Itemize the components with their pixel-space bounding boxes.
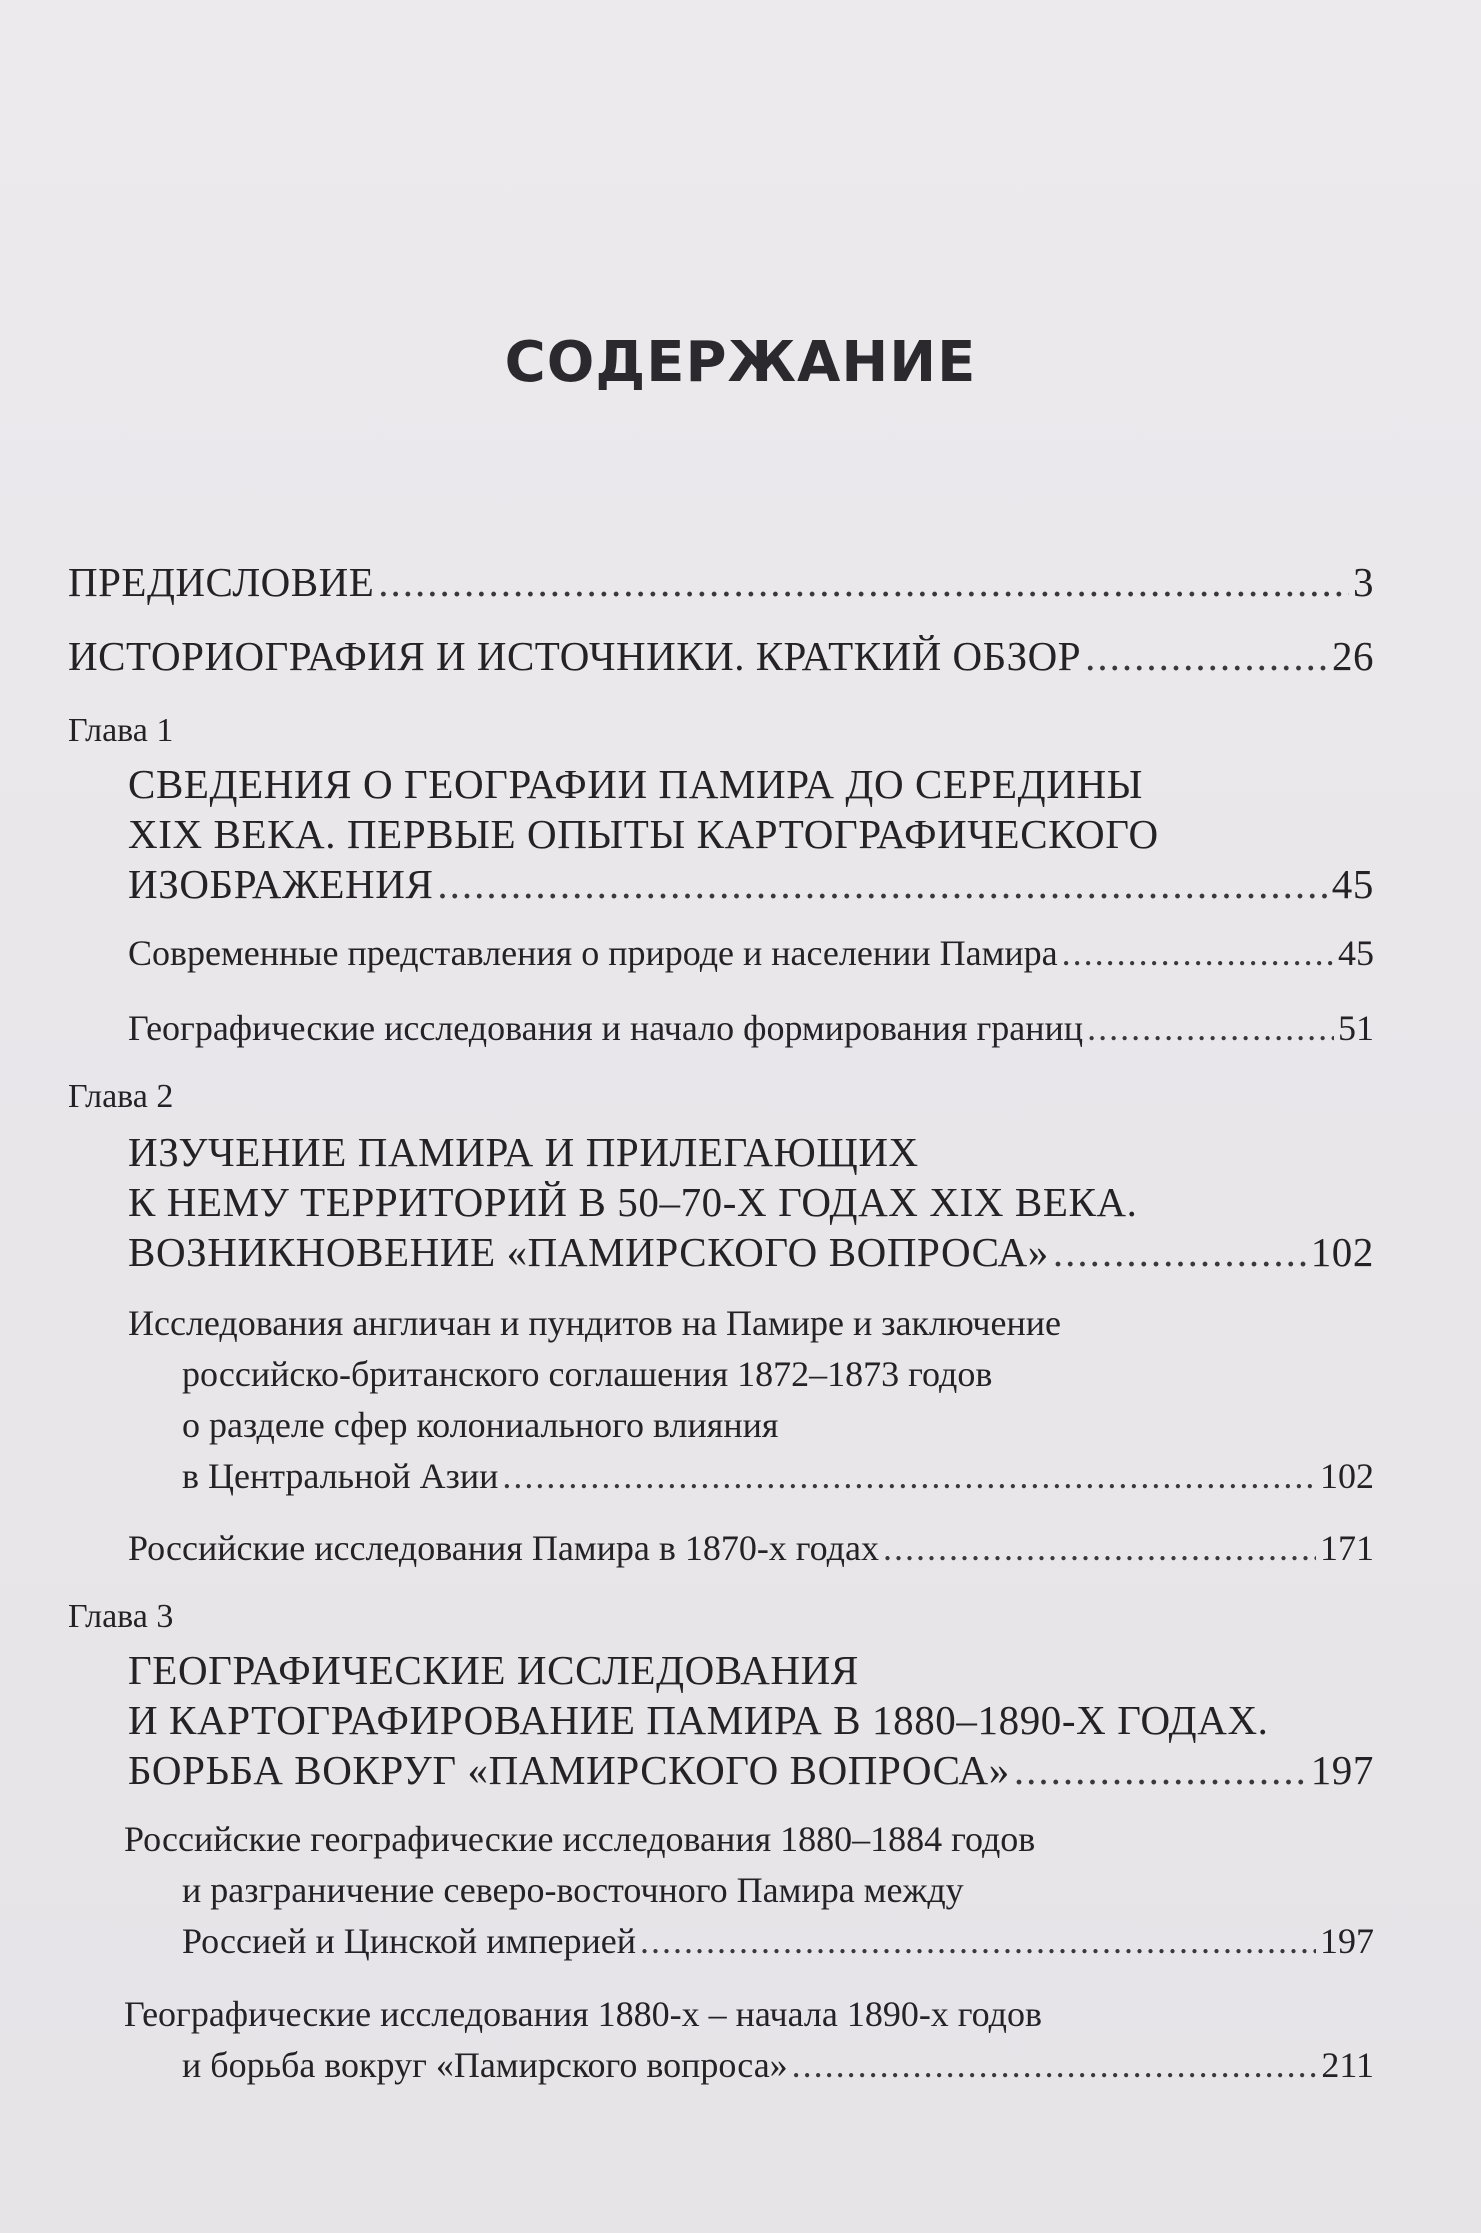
chapter-title-line[interactable]: СВЕДЕНИЯ О ГЕОГРАФИИ ПАМИРА ДО СЕРЕДИНЫ [128,761,1144,807]
toc-entry-chapter-3[interactable] [128,1746,1374,1794]
page-number: 26 [1332,633,1374,679]
page-number: 197 [1310,1747,1374,1793]
section-title-line[interactable]: о разделе сфер колониального влияния [182,1405,779,1445]
section-title-line[interactable]: российско-британского соглашения 1872–1873 годов [182,1354,993,1394]
page-number: 102 [1320,1456,1374,1496]
chapter-title-line[interactable]: К НЕМУ ТЕРРИТОРИЙ В 50–70-Х ГОДАХ XIX ВЕКА. [128,1179,1138,1225]
toc-section[interactable] [128,1527,1374,1569]
leader-dots [1014,1746,1307,1794]
page-number: 45 [1331,861,1374,907]
section-title-line[interactable]: Исследования англичан и пундитов на Памире и заключение [128,1303,1062,1343]
chapter-label: Глава 3 [68,1598,174,1635]
section-title-line: Российские исследования Памира в 1870-х годах [128,1528,879,1568]
chapter-title-line: ВОЗНИКНОВЕНИЕ «ПАМИРСКОГО ВОПРОСА» [128,1229,1049,1275]
page-title: СОДЕРЖАНИЕ [504,330,977,395]
leader-dots [640,1920,1316,1962]
section-title-line: в Центральной Азии [182,1456,499,1496]
leader-dots [502,1455,1316,1497]
toc-section[interactable] [182,2044,1374,2086]
section-title-line: Географические исследования и начало формирования границ [128,1008,1084,1048]
leader-dots [1087,1007,1334,1049]
leader-dots [1062,932,1334,974]
chapter-title-line[interactable]: XIX ВЕКА. ПЕРВЫЕ ОПЫТЫ КАРТОГРАФИЧЕСКОГО [128,811,1159,857]
chapter-title-line[interactable]: ГЕОГРАФИЧЕСКИЕ ИССЛЕДОВАНИЯ [128,1647,859,1693]
page-number: 102 [1310,1229,1374,1275]
toc-entry-label: ПРЕДИСЛОВИЕ [68,559,375,605]
section-title-line: Современные представления о природе и населении Памира [128,933,1058,973]
toc-section[interactable] [128,932,1374,974]
section-title-line[interactable]: Российские географические исследования 1880–1884 годов [124,1819,1036,1859]
page-number: 3 [1353,559,1374,605]
toc-section[interactable] [182,1455,1374,1497]
page-number: 211 [1321,2045,1374,2085]
page-number: 197 [1320,1921,1374,1961]
leader-dots [792,2044,1318,2086]
section-title-line: и борьба вокруг «Памирского вопроса» [182,2045,788,2085]
page-number: 45 [1338,933,1374,973]
page-number: 171 [1320,1528,1374,1568]
chapter-label: Глава 1 [68,712,174,749]
toc-entry-preface[interactable] [68,558,1374,606]
page-number: 51 [1338,1008,1374,1048]
leader-dots [1085,632,1328,680]
chapter-title-line[interactable]: И КАРТОГРАФИРОВАНИЕ ПАМИРА В 1880–1890-Х ГОДАХ. [128,1697,1269,1743]
toc-section[interactable] [182,1920,1374,1962]
leader-dots [883,1527,1316,1569]
toc-entry-label: ИСТОРИОГРАФИЯ И ИСТОЧНИКИ. КРАТКИЙ ОБЗОР [68,633,1082,679]
section-title-line[interactable]: Географические исследования 1880-х – начала 1890-х годов [124,1994,1042,2034]
leader-dots [378,558,1349,606]
toc-entry-historiography[interactable] [68,632,1374,680]
section-title-line: Россией и Цинской империей [182,1921,636,1961]
chapter-title-line: ИЗОБРАЖЕНИЯ [128,861,434,907]
leader-dots [1053,1228,1307,1276]
chapter-label: Глава 2 [68,1078,174,1115]
toc-section[interactable] [128,1007,1374,1049]
toc-entry-chapter-2[interactable] [128,1228,1374,1276]
toc-entry-chapter-1[interactable] [128,860,1374,908]
chapter-title-line[interactable]: ИЗУЧЕНИЕ ПАМИРА И ПРИЛЕГАЮЩИХ [128,1129,919,1175]
chapter-title-line: БОРЬБА ВОКРУГ «ПАМИРСКОГО ВОПРОСА» [128,1747,1010,1793]
section-title-line[interactable]: и разграничение северо-восточного Памира между [182,1870,964,1910]
leader-dots [437,860,1327,908]
